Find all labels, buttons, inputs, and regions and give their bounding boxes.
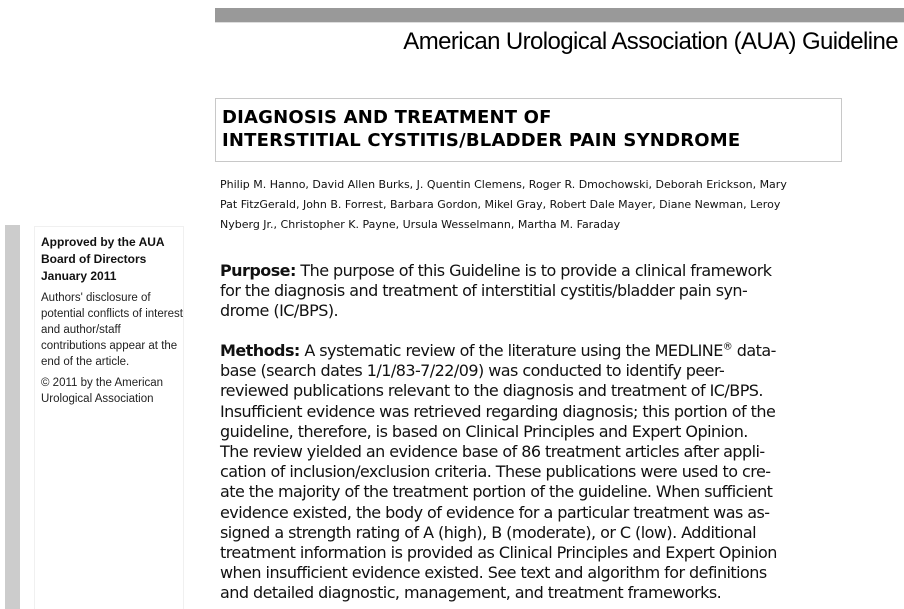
sidebar-strip [5,225,20,609]
methods-text: signed a strength rating of A (high), B (moderate), or C (low). Additional [220,522,756,542]
methods-label: Methods: [220,341,300,360]
methods-text: The review yielded an evidence base of 86 treatment articles after appli- [220,442,765,462]
purpose-section [220,261,850,322]
approval-line: Board of Directors [41,252,147,266]
purpose-text: for the diagnosis and treatment of interstitial cystitis/bladder pain syn- [220,281,748,301]
organization-header: American Urological Association (AUA) Guideline [403,28,898,55]
methods-text: when insufficient evidence existed. See text and algorithm for definitions [220,563,767,583]
registered-mark: ® [722,341,733,353]
methods-text: and detailed diagnostic, management, and treatment frameworks. [220,583,722,603]
purpose-label: Purpose: [220,261,296,280]
author-line: Philip M. Hanno, David Allen Burks, J. Quentin Clemens, Roger R. Dmochowski, Deborah Erickson, Mary [220,178,787,191]
author-line: Nyberg Jr., Christopher K. Payne, Ursula Wesselmann, Martha M. Faraday [220,218,621,231]
author-list [220,175,845,235]
purpose-text: The purpose of this Guideline is to provide a clinical framework [300,261,772,280]
approval-date: January 2011 [41,269,117,283]
document-title-box [215,98,842,162]
methods-section [220,341,850,604]
methods-text: cation of inclusion/exclusion criteria. These publications were used to cre- [220,462,771,482]
methods-text: reviewed publications relevant to the diagnosis and treatment of IC/BPS. [220,381,763,401]
methods-text: evidence existed, the body of evidence for a particular treatment was as- [220,502,770,522]
approval-notice [41,234,183,285]
author-line: Pat FitzGerald, John B. Forrest, Barbara Gordon, Mikel Gray, Robert Dale Mayer, Diane Newman, Leroy [220,198,781,211]
purpose-text: drome (IC/BPS). [220,301,339,321]
disclosure-note: Authors' disclosure of potential conflicts of interest and author/staff contributions appear at the end of the article. [41,292,183,368]
header-bar [215,8,904,23]
methods-text: base (search dates 1/1/83-7/22/09) was conducted to identify peer- [220,361,725,381]
methods-text: Insufficient evidence was retrieved regarding diagnosis; this portion of the [220,401,776,421]
methods-text: data- [732,341,776,360]
sidebar-box [34,226,184,609]
methods-text: A systematic review of the literature using the MEDLINE [304,341,723,360]
approval-line: Approved by the AUA [41,235,165,249]
title-line-2: INTERSTITIAL CYSTITIS/BLADDER PAIN SYNDROME [222,130,741,151]
title-line-1: DIAGNOSIS AND TREATMENT OF [222,107,552,128]
copyright-note: © 2011 by the American Urological Association [41,377,164,405]
methods-text: guideline, therefore, is based on Clinical Principles and Expert Opinion. [220,421,748,441]
methods-text: ate the majority of the treatment portion of the guideline. When sufficient [220,482,773,502]
methods-text: treatment information is provided as Clinical Principles and Expert Opinion [220,543,777,563]
